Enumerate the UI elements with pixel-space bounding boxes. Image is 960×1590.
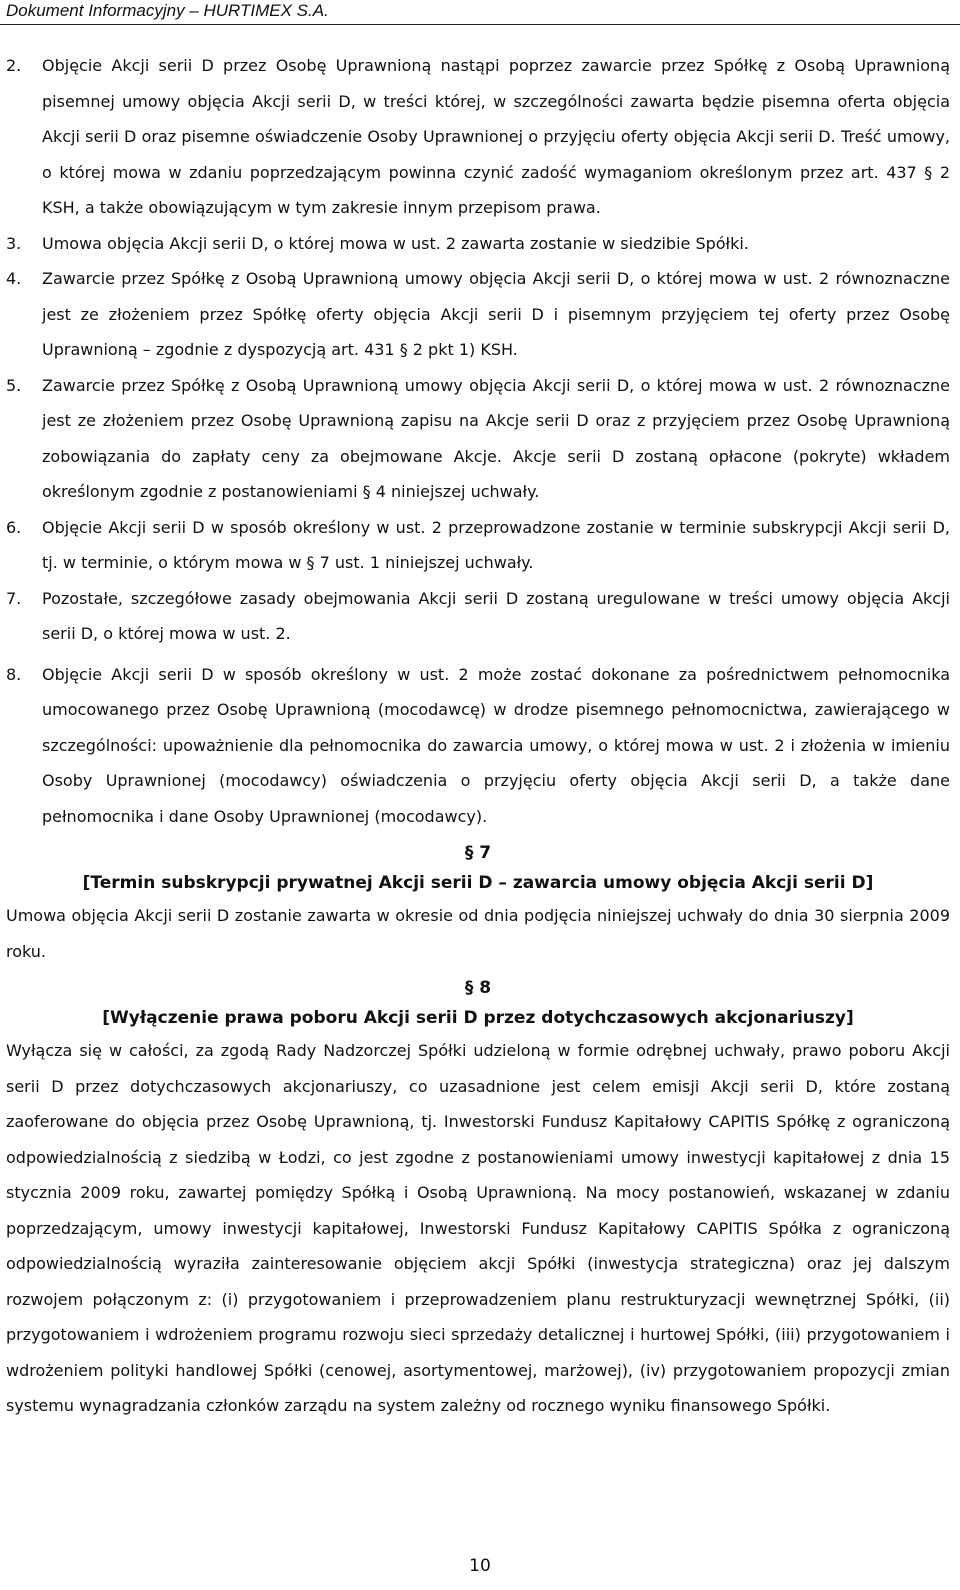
list-item-text: Objęcie Akcji serii D w sposób określony w ust. 2 może zostać dokonane za pośrednictwem pełnomocnika umocowanego przez Osobę Uprawnioną (mocodawcę) w drodze pisemnego pełnomocnictwa, zawierającego w szczególności: upoważnienie dla pełnomocnika do zawarcia umowy, o której mowa w ust. 2 i złożenia w imieniu Osoby Uprawnionej (mocodawcy) oświadczenia o przyjęciu oferty objęcia Akcji serii D, a także dane pełnomocnika i dane Osoby Uprawnionej (mocodawcy). bbox=[42, 664, 950, 826]
list-item-text: Pozostałe, szczegółowe zasady obejmowania Akcji serii D zostaną uregulowane w treści umowy objęcia Akcji serii D, o której mowa w ust. 2. bbox=[42, 588, 950, 643]
section-7-title: [Termin subskrypcji prywatnej Akcji serii D – zawarcia umowy objęcia Akcji serii D] bbox=[82, 873, 874, 893]
list-item-number: 4. bbox=[6, 269, 22, 288]
list-item bbox=[6, 581, 950, 652]
list-item-text: Zawarcie przez Spółkę z Osobą Uprawnioną umowy objęcia Akcji serii D, o której mowa w ust. 2 równoznaczne jest ze złożeniem przez Osobę Uprawnioną zapisu na Akcje serii D oraz z przyjęciem przez Osobę Uprawnioną zobowiązania do zapłaty ceny za obejmowane Akcje. Akcje serii D zostaną opłacone (pokryte) wkładem określonym zgodnie z postanowieniami § 4 niniejszej uchwały. bbox=[42, 375, 950, 501]
page-number: 10 bbox=[469, 1556, 491, 1576]
list-item-number: 5. bbox=[6, 375, 22, 395]
list-item-text: Zawarcie przez Spółkę z Osobą Uprawnioną umowy objęcia Akcji serii D, o której mowa w ust. 2 równoznaczne jest ze złożeniem przez Spółkę oferty objęcia Akcji serii D i pisemnym przyjęciem tej oferty przez Osobę Uprawnioną – zgodnie z dyspozycją art. 431 § 2 pkt 1) KSH. bbox=[42, 269, 950, 359]
list-item bbox=[6, 510, 950, 581]
section-7-symbol: § 7 bbox=[464, 843, 492, 863]
section-8-paragraph: Wyłącza się w całości, za zgodą Rady Nadzorczej Spółki udzieloną w formie odrębnej uchwały, prawo poboru Akcji serii D przez dotychczasowych akcjonariuszy, co uzasadnione jest celem emisji Akcji serii D, które zostaną zaoferowane do objęcia przez Osobę Uprawnioną, tj. Inwestorski Fundusz Kapitałowy CAPITIS Spółkę z ograniczoną odpowiedzialnością z siedzibą w Łodzi, co jest zgodne z postanowieniami umowy inwestycji kapitałowej z dnia 15 stycznia 2009 roku, zawartej pomiędzy Spółką i Osobą Uprawnioną. Na mocy postanowień, wskazanej w zdaniu poprzedzającym, umowy inwestycji kapitałowej, Inwestorski Fundusz Kapitałowy CAPITIS Spółka z ograniczoną odpowiedzialnością wyraziła zainteresowanie objęciem akcji Spółki (inwestycja strategiczna) oraz jej dalszym rozwojem połączonym z: (i) przygotowaniem i przeprowadzeniem planu restrukturyzacji wewnętrznej Spółki, (ii) przygotowaniem i wdrożeniem programu rozwoju sieci sprzedaży detalicznej i hurtowej Spółki, (iii) przygotowaniem i wdrożeniem polityki handlowej Spółki (cenowej, asortymentowej, marżowej), (iv) przygotowaniem propozycji zmian systemu wynagradzania członków zarządu na system zależny od rocznego wyniku finansowego Spółki. bbox=[6, 1041, 950, 1415]
list-item-number: 8. bbox=[6, 664, 22, 684]
list-item bbox=[6, 368, 950, 510]
list-item bbox=[6, 657, 950, 835]
list-item bbox=[6, 226, 950, 262]
list-item-text: Umowa objęcia Akcji serii D, o której mowa w ust. 2 zawarta zostanie w siedzibie Spółki. bbox=[42, 233, 749, 253]
document-header: Dokument Informacyjny – HURTIMEX S.A. bbox=[6, 1, 329, 20]
list-item-number: 7. bbox=[6, 588, 22, 608]
section-8-title: [Wyłączenie prawa poboru Akcji serii D przez dotychczasowych akcjonariuszy] bbox=[102, 1008, 854, 1028]
section-8-symbol: § 8 bbox=[464, 978, 492, 998]
list-item bbox=[6, 48, 950, 226]
list-item-text: Objęcie Akcji serii D przez Osobę Uprawnioną nastąpi poprzez zawarcie przez Spółkę z Osobą Uprawnioną pisemnej umowy objęcia Akcji serii D, w treści której, w szczególności zawarta będzie pisemna oferta objęcia Akcji serii D oraz pisemne oświadczenie Osoby Uprawnionej o przyjęciu oferty objęcia Akcji serii D. Treść umowy, o której mowa w zdaniu poprzedzającym powinna czynić zadość wymaganiom określonym przez art. 437 § 2 KSH, a także obowiązującym w tym zakresie innym przepisom prawa. bbox=[42, 56, 950, 217]
list-item-number: 2. bbox=[6, 56, 22, 75]
list-item bbox=[6, 261, 950, 368]
list-item-number: 6. bbox=[6, 517, 22, 537]
list-item-number: 3. bbox=[6, 233, 22, 253]
list-item-text: Objęcie Akcji serii D w sposób określony w ust. 2 przeprowadzone zostanie w terminie subskrypcji Akcji serii D, tj. w terminie, o którym mowa w § 7 ust. 1 niniejszej uchwały. bbox=[42, 517, 950, 572]
document-body bbox=[6, 48, 950, 1424]
header-divider bbox=[0, 24, 960, 25]
section-7-paragraph: Umowa objęcia Akcji serii D zostanie zawarta w okresie od dnia podjęcia niniejszej uchwały do dnia 30 sierpnia 2009 roku. bbox=[6, 906, 950, 961]
